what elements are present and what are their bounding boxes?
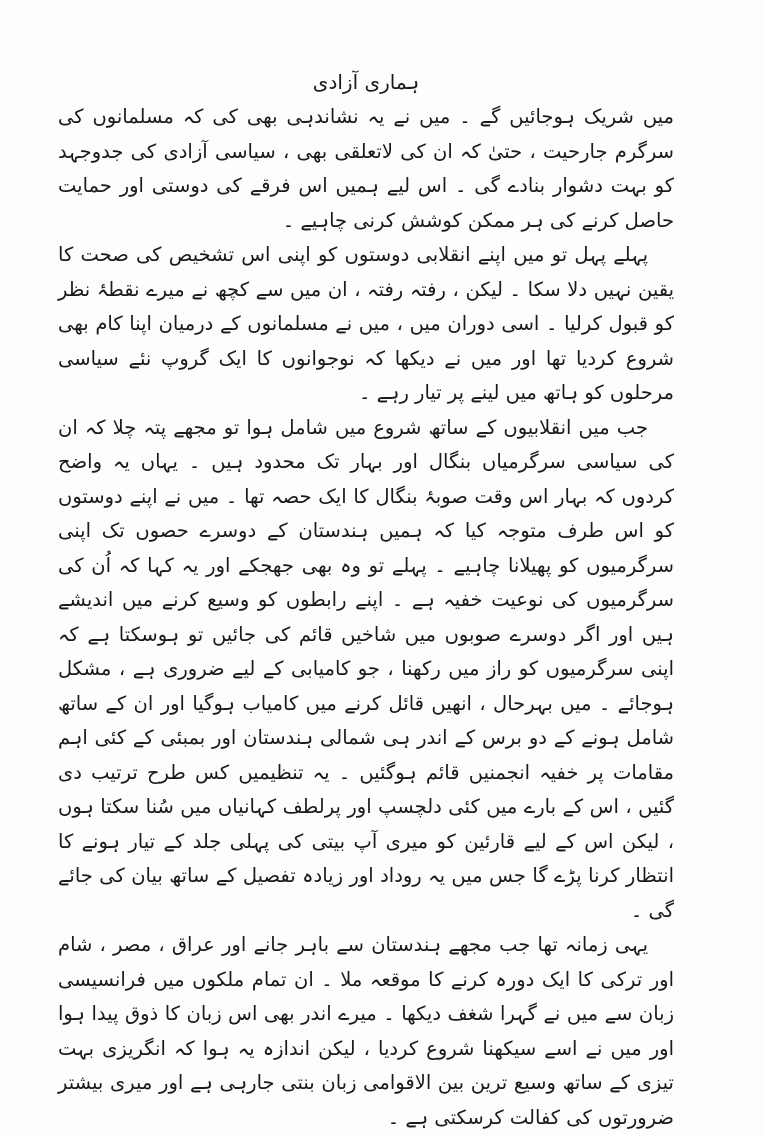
page-body — [58, 100, 674, 1135]
running-header: ہماری آزادی — [312, 70, 420, 94]
paragraph-4: یہی زمانہ تھا جب مجھے ہندستان سے باہر جانے اور عراق ، مصر ، شام اور ترکی کا ایک دورہ کرنے کا موقعہ ملا ۔ ان تمام ملکوں میں فرانسیسی زبان سے میں نے گہرا شغف دیکھا ۔ میرے اندر بھی اس زبان کا ذوق پیدا ہوا اور میں نے اسے سیکھنا شروع کردیا ، لیکن اندازہ یہ ہوا کہ انگریزی بہت تیزی کے ساتھ وسیع ترین بین الاقوامی زبان بنتی جارہی ہے اور میری بیشتر ضرورتوں کی کفالت کرسکتی ہے ۔ — [58, 933, 674, 1129]
paragraph-2: پہلے پہل تو میں اپنے انقلابی دوستوں کو اپنی اس تشخیص کی صحت کا یقین نہیں دلا سکا ۔ لیکن ، رفتہ رفتہ ، ان میں سے کچھ نے میرے نقطۂ نظر کو قبول کرلیا ۔ اسی دوران میں ، میں نے مسلمانوں کے درمیان اپنا کام بھی شروع کردیا تھا اور میں نے دیکھا کہ نوجوانوں کا ایک گروپ نئے سیاسی مرحلوں کو ہاتھ میں لینے پر تیار رہے ۔ — [58, 243, 674, 404]
paragraph-3: جب میں انقلابیوں کے ساتھ شروع میں شامل ہوا تو مجھے پتہ چلا کہ ان کی سیاسی سرگرمیاں بنگال اور بہار تک محدود ہیں ۔ یہاں یہ واضح کردوں کہ بہار اس وقت صوبۂ بنگال کا ایک حصہ تھا ۔ میں نے اپنے دوستوں کو اس طرف متوجہ کیا کہ ہمیں ہندستان کے دوسرے حصوں تک اپنی سرگرمیوں کو پھیلانا چاہیے ۔ پہلے تو وہ بھی جھجکے اور یہ کہا کہ اُن کی سرگرمیوں کی نوعیت خفیہ ہے ۔ اپنے رابطوں کو وسیع کرنے میں اندیشے ہیں اور اگر دوسرے صوبوں میں شاخیں قائم کی جائیں تو ہوسکتا ہے کہ اپنی سرگرمیوں کو راز میں رکھنا ، جو کامیابی کے لیے ضروری ہے ، مشکل ہوجائے ۔ میں بہرحال ، انھیں قائل کرنے میں کامیاب ہوگیا اور ان کے ساتھ شامل ہونے کے دو برس کے اندر ہی شمالی ہندستان اور بمبئی کے کئی اہم مقامات پر خفیہ انجمنیں قائم ہوگئیں ۔ یہ تنظیمیں کس طرح ترتیب دی گئیں ، اس کے بارے میں کئی دلچسپ اور پرلطف کہانیاں میں سُنا سکتا ہوں ، لیکن اس کے لیے قارئین کو میری آپ بیتی کی پہلی جلد کے تیار ہونے کا انتظار کرنا پڑے گا جس میں یہ روداد اور زیادہ تفصیل کے ساتھ بیان کی جائے گی ۔ — [58, 415, 674, 922]
paragraph-1: میں شریک ہوجائیں گے ۔ میں نے یہ نشاندہی بھی کی کہ مسلمانوں کی سرگرم جارحیت ، حتیٰ کہ ان کی لاتعلقی بھی ، سیاسی آزادی کی جدوجہد کو بہت دشوار بنادے گی ۔ اس لیے ہمیں اس فرقے کی دوستی اور حمایت حاصل کرنے کی ہر ممکن کوشش کرنی چاہیے ۔ — [58, 105, 674, 232]
